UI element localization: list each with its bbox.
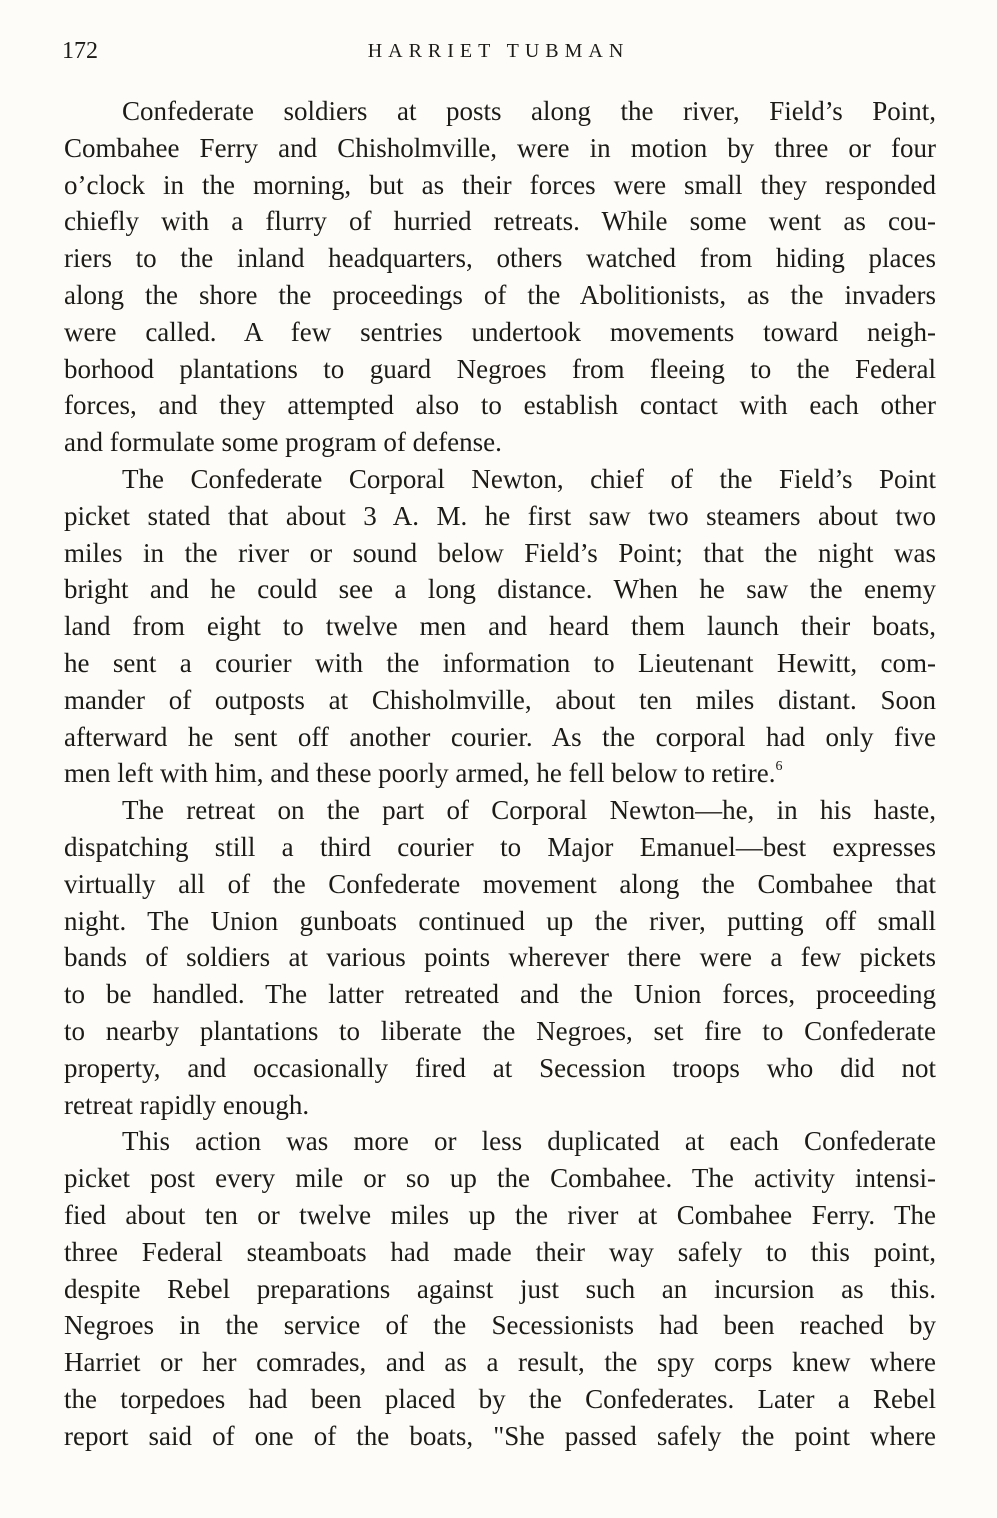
text-line: despite Rebel preparations against just such an incursion as this. xyxy=(64,1273,936,1304)
text-line: Combahee Ferry and Chisholmville, were in motion by three or four xyxy=(64,132,936,163)
text-line: dispatching still a third courier to Major Emanuel—best expresses xyxy=(64,831,936,862)
text-line: virtually all of the Confederate movement along the Combahee that xyxy=(64,868,936,899)
text-line: afterward he sent off another courier. As the corporal had only five xyxy=(64,721,936,752)
running-head: HARRIET TUBMAN xyxy=(367,40,630,62)
text-line: he sent a courier with the information to Lieutenant Hewitt, com- xyxy=(64,647,936,678)
text-line: men left with him, and these poorly armed, he fell below to retire. xyxy=(64,758,776,789)
footnote-marker[interactable]: 6 xyxy=(775,759,783,775)
text-line: the torpedoes had been placed by the Confederates. Later a Rebel xyxy=(64,1383,936,1414)
paragraph-2 xyxy=(64,461,936,792)
text-line: along the shore the proceedings of the Abolitionists, as the invaders xyxy=(64,279,936,310)
text-line: The retreat on the part of Corporal Newton—he, in his haste, xyxy=(122,795,936,826)
body-text xyxy=(64,93,936,1454)
text-line: chiefly with a flurry of hurried retreats. While some went as cou- xyxy=(64,206,936,237)
text-line: Negroes in the service of the Secessionists had been reached by xyxy=(64,1310,936,1341)
text-line: o’clock in the morning, but as their forces were small they responded xyxy=(64,169,936,200)
text-line: This action was more or less duplicated at each Confederate xyxy=(122,1126,936,1157)
text-line: bands of soldiers at various points wherever there were a few pickets xyxy=(64,942,936,973)
text-line: property, and occasionally fired at Secession troops who did not xyxy=(64,1052,936,1083)
text-line: bright and he could see a long distance. When he saw the enemy xyxy=(64,574,936,605)
text-line: retreat rapidly enough. xyxy=(64,1089,310,1120)
text-line: Harriet or her comrades, and as a result, the spy corps knew where xyxy=(64,1347,936,1378)
text-line: picket post every mile or so up the Combahee. The activity intensi- xyxy=(64,1163,936,1194)
text-line: borhood plantations to guard Negroes from fleeing to the Federal xyxy=(64,353,936,384)
page-number: 172 xyxy=(62,38,98,64)
text-line: to nearby plantations to liberate the Negroes, set fire to Confederate xyxy=(64,1015,936,1046)
text-line-with-footnote xyxy=(64,755,936,792)
text-line: night. The Union gunboats continued up the river, putting off small xyxy=(64,905,936,936)
text-line: fied about ten or twelve miles up the river at Combahee Ferry. The xyxy=(64,1199,936,1230)
text-line: The Confederate Corporal Newton, chief of the Field’s Point xyxy=(122,463,936,494)
text-line: miles in the river or sound below Field’s Point; that the night was xyxy=(64,537,936,568)
text-line: three Federal steamboats had made their way safely to this point, xyxy=(64,1236,936,1267)
text-line: riers to the inland headquarters, others watched from hiding places xyxy=(64,243,936,274)
text-line: to be handled. The latter retreated and the Union forces, proceeding xyxy=(64,979,936,1010)
paragraph-4 xyxy=(64,1123,936,1454)
text-line: mander of outposts at Chisholmville, about ten miles distant. Soon xyxy=(64,684,936,715)
text-line: report said of one of the boats, "She passed safely the point where xyxy=(64,1420,936,1451)
paragraph-3 xyxy=(64,792,936,1123)
text-line: forces, and they attempted also to establish contact with each other xyxy=(64,390,936,421)
paragraph-1 xyxy=(64,93,936,461)
text-line: picket stated that about 3 A. M. he first saw two steamers about two xyxy=(64,500,936,531)
text-line: were called. A few sentries undertook movements toward neigh- xyxy=(64,316,936,347)
text-line: and formulate some program of defense. xyxy=(64,427,502,458)
text-line: Confederate soldiers at posts along the river, Field’s Point, xyxy=(122,96,936,126)
text-line: land from eight to twelve men and heard them launch their boats, xyxy=(64,611,936,642)
